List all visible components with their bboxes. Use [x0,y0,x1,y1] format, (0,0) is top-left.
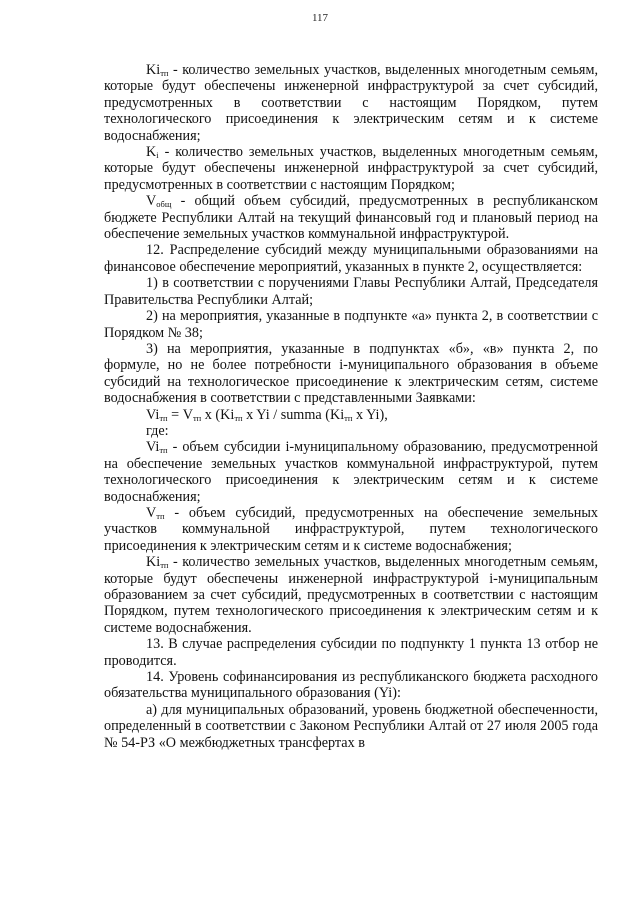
text-run: x (Ki [201,406,235,423]
text-run: Ki [146,62,161,78]
subscript: тп [159,412,168,423]
text-run: 12. Распределение субсидий между муниципальными образованиями на финансовое обеспечение мероприятий, указанных в пункте 2, осуществляется: [104,242,598,275]
subscript: тп [156,510,165,521]
paragraph [104,554,598,636]
subscript: тп [192,412,202,423]
paragraph [104,193,598,242]
text-run: K [146,144,157,161]
text-run: - количество земельных участков, выделенных многодетным семьям, которые будут обеспечены инженерной инфраструктурой за счет субсидий, предусмотренных в соответствии с настоящим Порядком, путем технологического присоединения к электрическим сетям и к системе водоснабжения; [104,62,598,144]
paragraph [104,439,598,505]
paragraph [104,702,598,751]
subscript: тп [160,68,169,78]
subscript: тп [160,560,169,571]
paragraph [104,423,598,439]
paragraph [104,275,598,308]
subscript: общ [156,199,172,210]
text-run: 3) на мероприятия, указанные в подпунктах «б», «в» пункта 2, по формуле, но не более потребности i-муниципального образования в объеме субсидий на технологическое присоединение к электрическим сетям, системе водоснабжения в соответствии с представленными Заявками: [104,340,598,407]
paragraph [104,341,598,407]
text-run: - объем субсидий, предусмотренных на обеспечение земельных участков коммунальной инфраструктурой, путем технологического присоединения к электрическим сетям и к системе водоснабжения; [104,504,598,554]
subscript: тп [344,412,353,423]
subscript: тп [234,412,243,423]
text-run: 1) в соответствии с поручениями Главы Республики Алтай, Председателя Правительства Республики Алтай; [104,275,598,308]
text-run: x Yi), [352,406,388,423]
text-run: = V [167,406,193,423]
text-run: Vi [146,406,160,423]
paragraph [104,669,598,702]
text-run: - количество земельных участков, выделенных многодетным семьям, которые будут обеспечены инженерной инфраструктурой i-муниципальным образованием за счет субсидий, предусмотренных в соответствии с настоящим Порядком, путем технологического присоединения к электрическим сетям и к системе водоснабжения. [104,554,598,636]
paragraph [104,62,598,144]
paragraph [104,308,598,341]
document-body [104,62,598,751]
text-run: V [146,504,157,521]
page-number: 117 [311,12,329,24]
subscript: тп [159,445,168,456]
paragraph [104,407,598,423]
text-run: где: [146,422,169,439]
text-run: а) для муниципальных образований, уровень бюджетной обеспеченности, определенный в соответствии с Законом Республики Алтай от 27 июля 2005 года № 54-РЗ «О межбюджетных трансфертах в [104,701,598,751]
text-run: 2) на мероприятия, указанные в подпункте «а» пункта 2, в соответствии с Порядком № 38; [104,308,598,341]
text-run: V [146,193,157,210]
text-run: - объем субсидии i-муниципальному образованию, предусмотренной на обеспечение земельных участков коммунальной инфраструктурой, путем технологического присоединения к электрическим сетям и к системе водоснабжения; [104,439,598,505]
paragraph [104,242,598,275]
text-run: - количество земельных участков, выделенных многодетным семьям, которые будут обеспечены инженерной инфраструктурой за счет субсидий, предусмотренных в соответствии с настоящим Порядком; [104,144,598,193]
paragraph [104,636,598,669]
subscript: i [156,150,159,161]
text-run: Vi [146,439,160,456]
text-run: 14. Уровень софинансирования из республиканского бюджета расходного обязательства муниципального образования (Yi): [104,669,598,702]
paragraph [104,144,598,193]
paragraph [104,505,598,554]
text-run: Ki [146,554,161,571]
text-run: - общий объем субсидий, предусмотренных в республиканском бюджете Республики Алтай на текущий финансовый год и плановый период на обеспечение земельных участков коммунальной инфраструктурой. [104,193,598,243]
text-run: 13. В случае распределения субсидии по подпункту 1 пункта 13 отбор не проводится. [104,636,598,669]
text-run: x Yi / summa (Ki [242,406,345,423]
